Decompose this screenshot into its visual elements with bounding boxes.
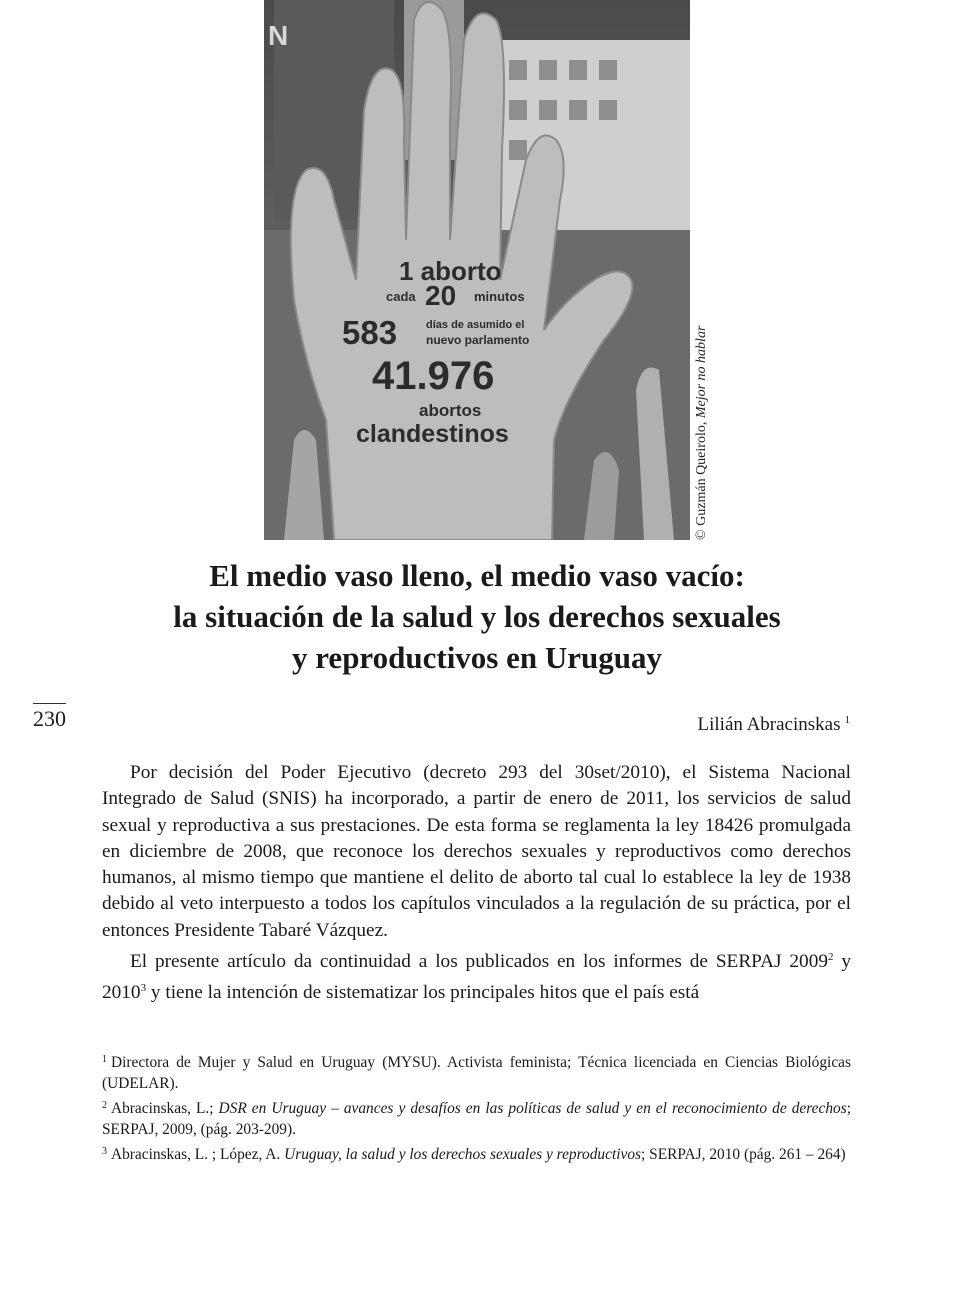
hand-text-parlamento: nuevo parlamento [426, 333, 530, 347]
footnote-text: ; SERPAJ, 2009, (pág. 203-209). [102, 1099, 851, 1139]
footnote-work-title: Uruguay, la salud y los derechos sexuales y reproductivos [284, 1145, 642, 1163]
footnote-ref-2: 2 [827, 951, 834, 964]
hand-text-41976: 41.976 [372, 354, 495, 398]
page-number: 230 [33, 706, 66, 731]
paragraph-1: Por decisión del Poder Ejecutivo (decreto 293 del 30set/2010), el Sistema Nacional Integrado de Salud (SNIS) ha incorporado, a partir de enero de 2011, los servicios de salud sexual y reproductiva a sus prestaciones. De esta forma se reglamenta la ley 18426 promulgada en diciembre de 2008, que reconoce los derechos sexuales y reproductivos como derechos humanos, al mismo tiempo que mantiene el delito de aborto tal cual lo establece la ley de 1938 debido al veto interpuesto a todos los capítulos vinculados a la regulación de su práctica, por el entonces Presidente Tabaré Vázquez. [102, 762, 851, 941]
footnote-3 [102, 1141, 851, 1165]
footnote-number: 2 [102, 1099, 107, 1111]
footnote-number: 3 [102, 1145, 107, 1157]
hand-text-minutos: minutos [474, 289, 525, 304]
paragraph-2-part-c: y tiene la intención de sistematizar los principales hitos que el país está [146, 982, 700, 1004]
paragraph-2 [102, 944, 851, 1007]
hand-text-clandestinos: clandestinos [356, 420, 509, 448]
hand-text-cada: cada [386, 289, 416, 304]
paragraph-2-part-a: El presente artículo da continuidad a los publicados en los informes de SERPAJ 2009 [130, 951, 828, 973]
footnotes [102, 1049, 851, 1165]
footnote-text: Abracinskas, L. ; López, A. [111, 1145, 285, 1163]
footnote-ref-3: 3 [140, 982, 147, 995]
body-text [102, 760, 851, 1007]
title-line-3: y reproductivos en Uruguay [291, 640, 663, 675]
footnote-2 [102, 1095, 851, 1141]
author-line [698, 708, 851, 737]
footnote-text: Directora de Mujer y Salud en Uruguay (MYSU). Activista feminista; Técnica licenciada en Ciencias Biológicas (UDELAR). [102, 1054, 851, 1093]
footnote-work-title: DSR en Uruguay – avances y desafíos en las políticas de salud y en el reconocimiento de derechos [218, 1099, 847, 1117]
paragraph-2-part-b: y 2010 [102, 951, 851, 1004]
photo-credit [694, 290, 710, 540]
credit-prefix: © Guzmán Queirolo, [694, 418, 709, 540]
hand-text-aborto: 1 aborto [399, 256, 502, 286]
author-footnote-ref: 1 [844, 714, 850, 726]
hand-text-dias: días de asumido el [426, 319, 525, 331]
cover-photo [264, 0, 690, 540]
footnote-text: ; SERPAJ, 2010 (pág. 261 – 264) [641, 1145, 846, 1163]
footnote-1 [102, 1049, 851, 1095]
credit-work: Mejor no hablar [694, 325, 709, 419]
article-title [0, 555, 954, 678]
title-line-2: la situación de la salud y los derechos sexuales [173, 599, 781, 634]
page-number-rule [33, 703, 66, 704]
hand-text-583: 583 [342, 314, 398, 351]
footnote-text: Abracinskas, L.; [111, 1099, 219, 1117]
hand-text-20: 20 [425, 280, 457, 311]
footnote-number: 1 [102, 1054, 107, 1065]
author-name: Lilián Abracinskas [697, 714, 841, 735]
hand-text-abortos: abortos [419, 401, 482, 420]
title-line-1: El medio vaso lleno, el medio vaso vacío: [209, 558, 745, 593]
sign-letter: N [268, 20, 289, 51]
